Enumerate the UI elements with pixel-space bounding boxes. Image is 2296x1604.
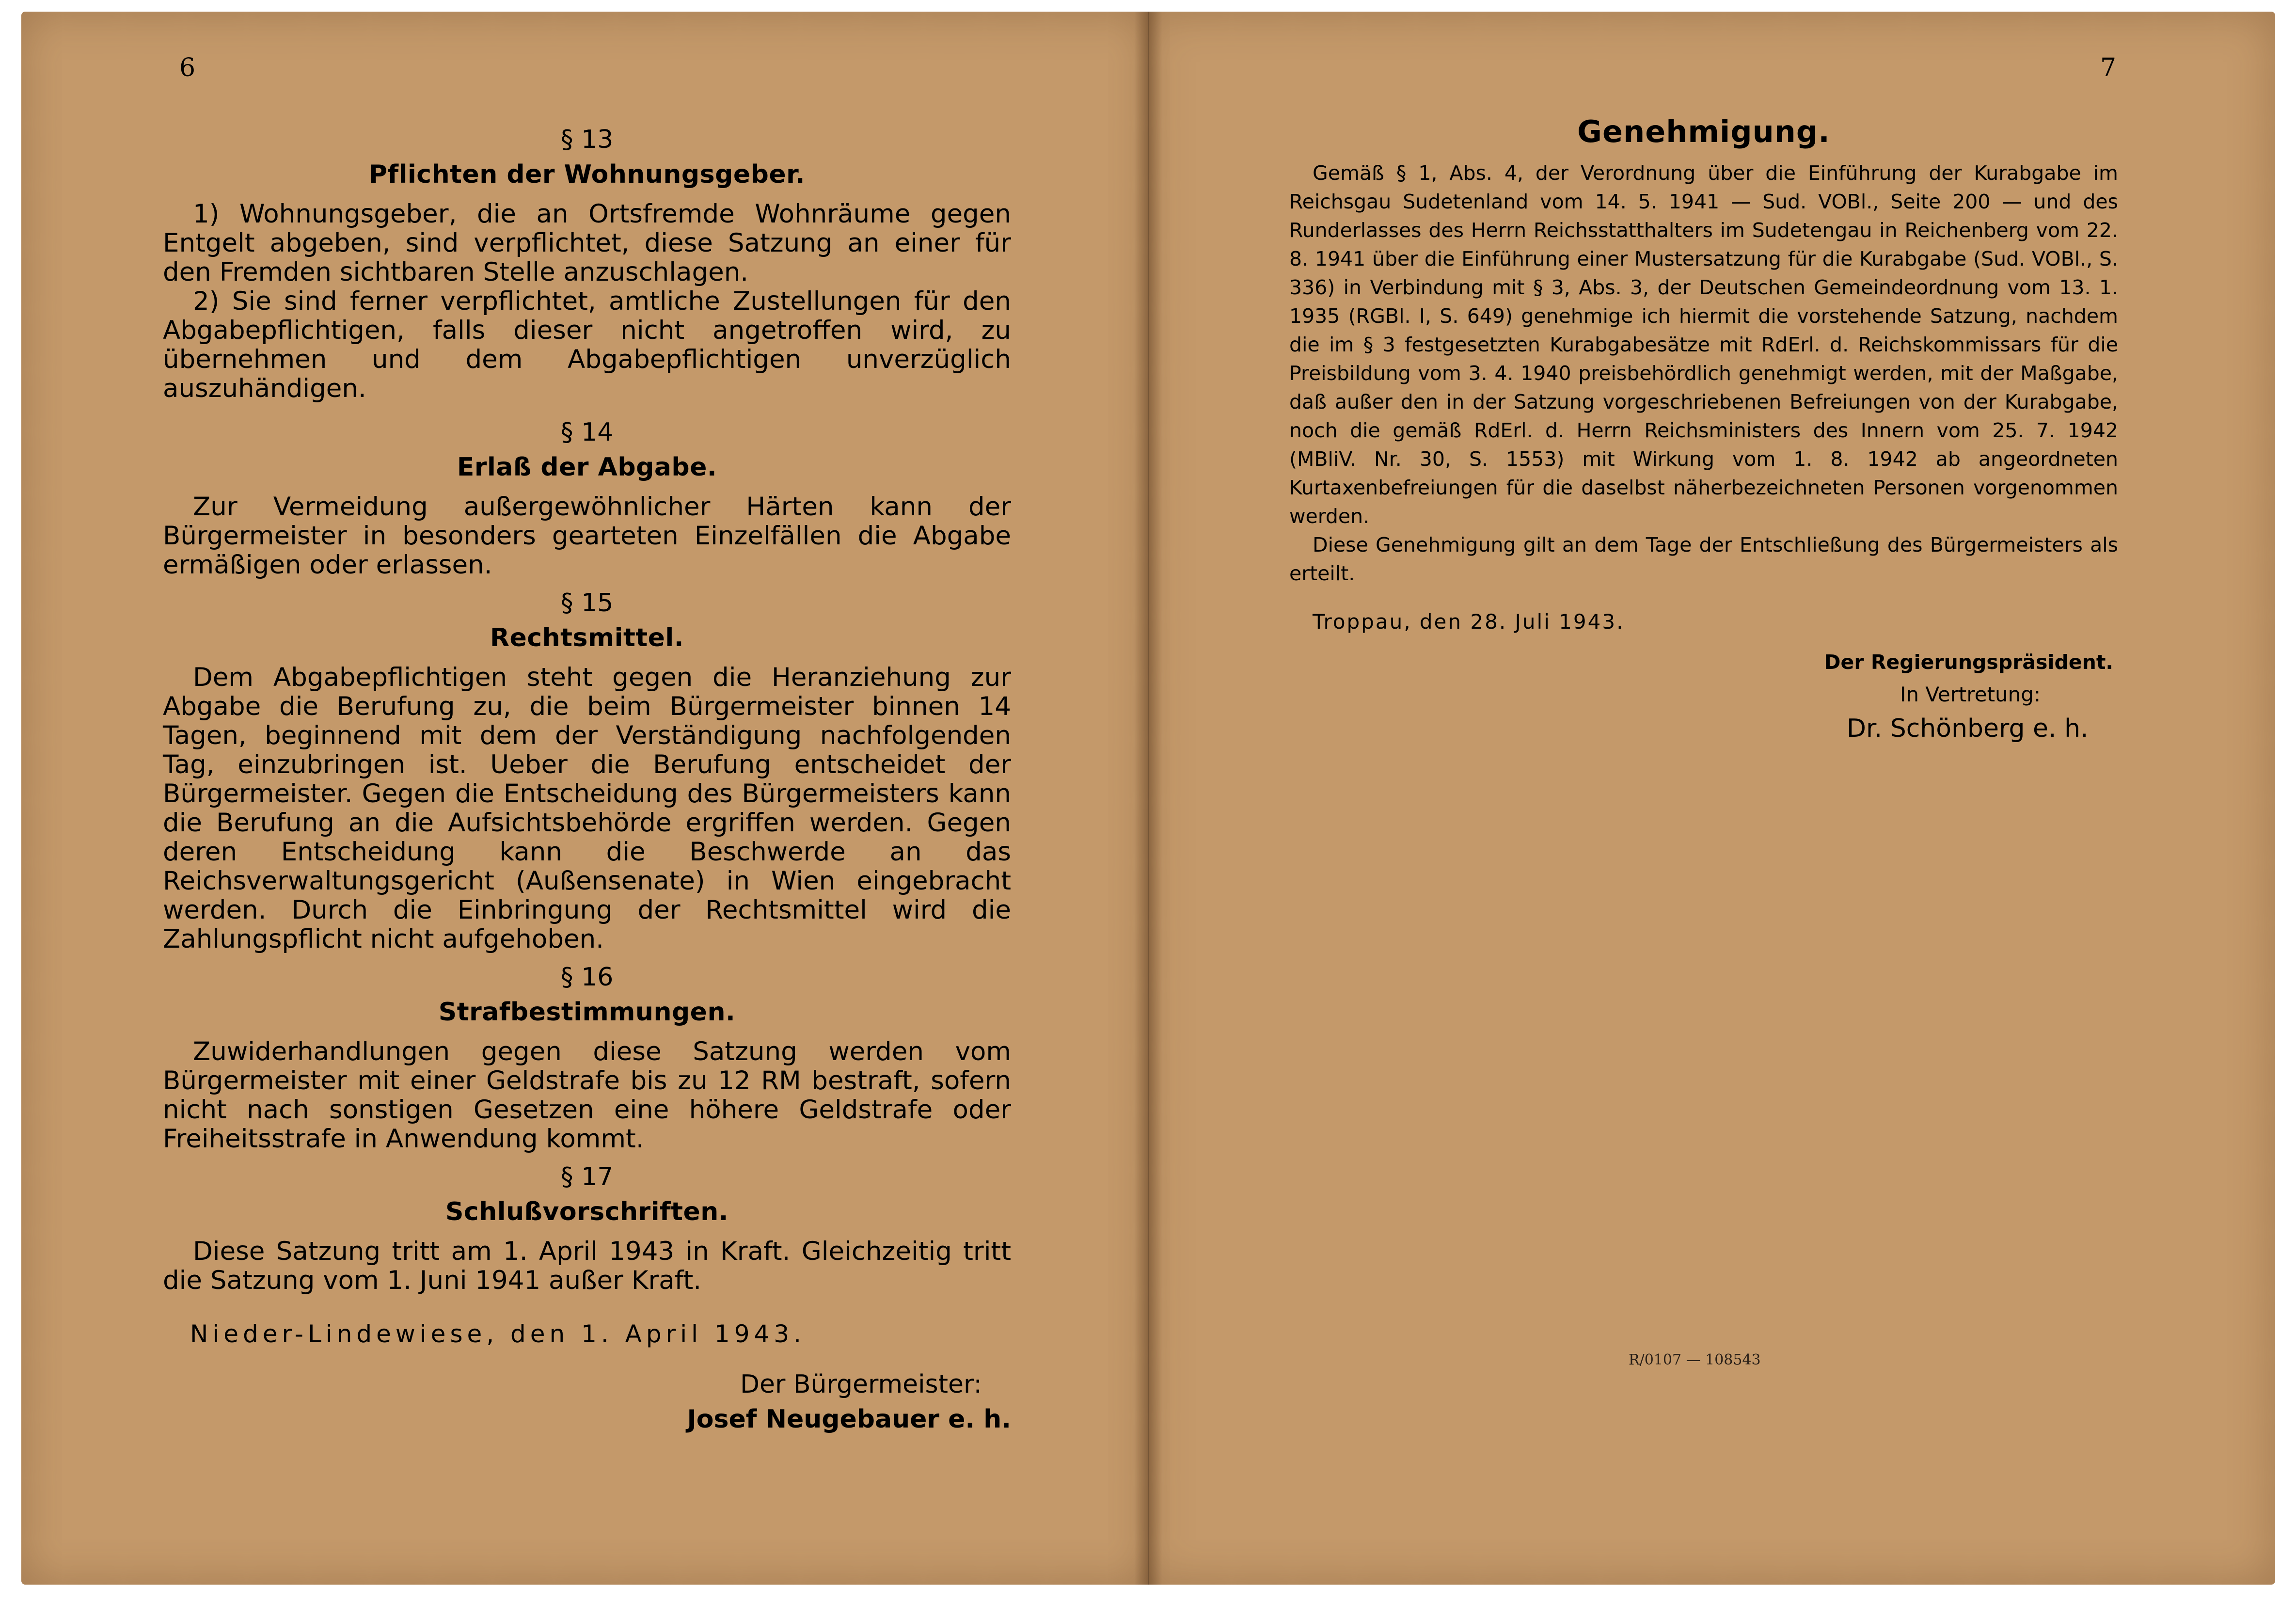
section-15-number: § 15 <box>560 588 614 618</box>
approval-paragraph-2: Diese Genehmigung gilt an dem Tage der Entschließung des Bürgermeisters als erteilt. <box>1289 533 2118 585</box>
page-number-left: 6 <box>179 53 196 82</box>
section-17-number: § 17 <box>560 1162 614 1191</box>
section-16-paragraph: Zuwiderhandlungen gegen diese Satzung werden vom Bürgermeister mit einer Geldstrafe bis zu 12 RM bestraft, sofern nicht nach sonstigen Gesetzen eine höhere Geldstrafe oder Freiheitsstrafe in Anwendung kommt. <box>163 1037 1011 1154</box>
section-17-heading: Schlußvorschriften. <box>445 1197 729 1226</box>
section-13-number: § 13 <box>560 125 614 154</box>
section-16-number: § 16 <box>560 963 614 992</box>
booklet-spine <box>1134 12 1162 1585</box>
right-place-date: Troppau, den 28. Juli 1943. <box>1313 610 1625 634</box>
right-page-text <box>1289 114 2118 743</box>
section-16-heading: Strafbestimmungen. <box>438 998 736 1027</box>
left-place-date: Nieder-Lindewiese, den 1. April 1943. <box>190 1320 806 1348</box>
section-13-paragraph-1: 1) Wohnungsgeber, die an Ortsfremde Wohnräume gegen Entgelt abgeben, sind verpflichtet, diese Satzung an einer für den Fremden sichtbaren Stelle anzuschlagen. <box>163 199 1011 287</box>
section-13-heading: Pflichten der Wohnungsgeber. <box>368 160 806 189</box>
left-signer-name: Josef Neugebauer e. h. <box>687 1405 1011 1434</box>
section-17-paragraph: Diese Satzung tritt am 1. April 1943 in Kraft. Gleichzeitig tritt die Satzung vom 1. Juni 1941 außer Kraft. <box>163 1237 1011 1295</box>
section-13-paragraph-2: 2) Sie sind ferner verpflichtet, amtliche Zustellungen für den Abgabepflichtigen, falls dieser nicht angetroffen wird, zu übernehmen und dem Abgabepflichtigen unverzüglich auszuhändigen. <box>163 286 1011 403</box>
deputy-label: In Vertretung: <box>1900 683 2041 706</box>
approval-paragraph-1: Gemäß § 1, Abs. 4, der Verordnung über die Einführung der Kurabgabe im Reichsgau Sudetenland vom 14. 5. 1941 — Sud. VOBl., Seite 200 — und des Runderlasses des Herrn Reichsstatthalters im Sudetengau in Reichenberg vom 22. 8. 1941 über die Einführung einer Mustersatzung für die Kurabgabe (Sud. VOBl., S. 336) in Verbindung mit § 3, Abs. 3, der Deutschen Gemeindeordnung vom 13. 1. 1935 (RGBl. I, S. 649) genehmige ich hiermit die vorstehende Satzung, nachdem die im § 3 festgesetzten Kurabgabesätze mit RdErl. d. Reichskommissars für die Preisbildung vom 3. 4. 1940 preisbehördlich genehmigt werden, mit der Maßgabe, daß außer den in der Satzung vorgeschriebenen Befreiungen von der Kurabgabe, noch die gemäß RdErl. d. Herrn Reichsministers des Innern vom 25. 7. 1942 (MBliV. Nr. 30, S. 1553) mit Wirkung vom 1. 8. 1942 ab angeordneten Kurtaxenbefreiungen für die daselbst näherbezeichneten Personen vorgenommen werden. <box>1289 161 2118 528</box>
authority-title: Der Regierungspräsident. <box>1824 651 2113 674</box>
right-signer-name: Dr. Schönberg e. h. <box>1847 714 2089 743</box>
print-code: R/0107 — 108543 <box>1629 1351 1761 1368</box>
section-15-paragraph: Dem Abgabepflichtigen steht gegen die Heranziehung zur Abgabe die Berufung zu, die beim Bürgermeister binnen 14 Tagen, beginnend mit dem der Verständigung nachfolgenden Tag, einzubringen ist. Ueber die Berufung entscheidet der Bürgermeister. Gegen die Entscheidung des Bürgermeisters kann die Berufung an die Aufsichtsbehörde ergriffen werden. Gegen deren Entscheidung kann die Beschwerde an das Reichsverwaltungsgericht (Außensenate) in Wien eingebracht werden. Durch die Einbringung der Rechtsmittel wird die Zahlungspflicht nicht aufgehoben. <box>163 663 1011 954</box>
section-14-heading: Erlaß der Abgabe. <box>457 453 717 482</box>
approval-title: Genehmigung. <box>1577 114 1830 149</box>
section-14-paragraph: Zur Vermeidung außergewöhnlicher Härten kann der Bürgermeister in besonders gearteten Einzelfällen die Abgabe ermäßigen oder erlassen. <box>163 492 1011 580</box>
left-signer-title: Der Bürgermeister: <box>740 1370 982 1399</box>
left-page-text <box>163 116 1011 1434</box>
section-14-number: § 14 <box>560 418 614 447</box>
section-15-heading: Rechtsmittel. <box>490 623 684 652</box>
page-number-right: 7 <box>2100 53 2117 82</box>
